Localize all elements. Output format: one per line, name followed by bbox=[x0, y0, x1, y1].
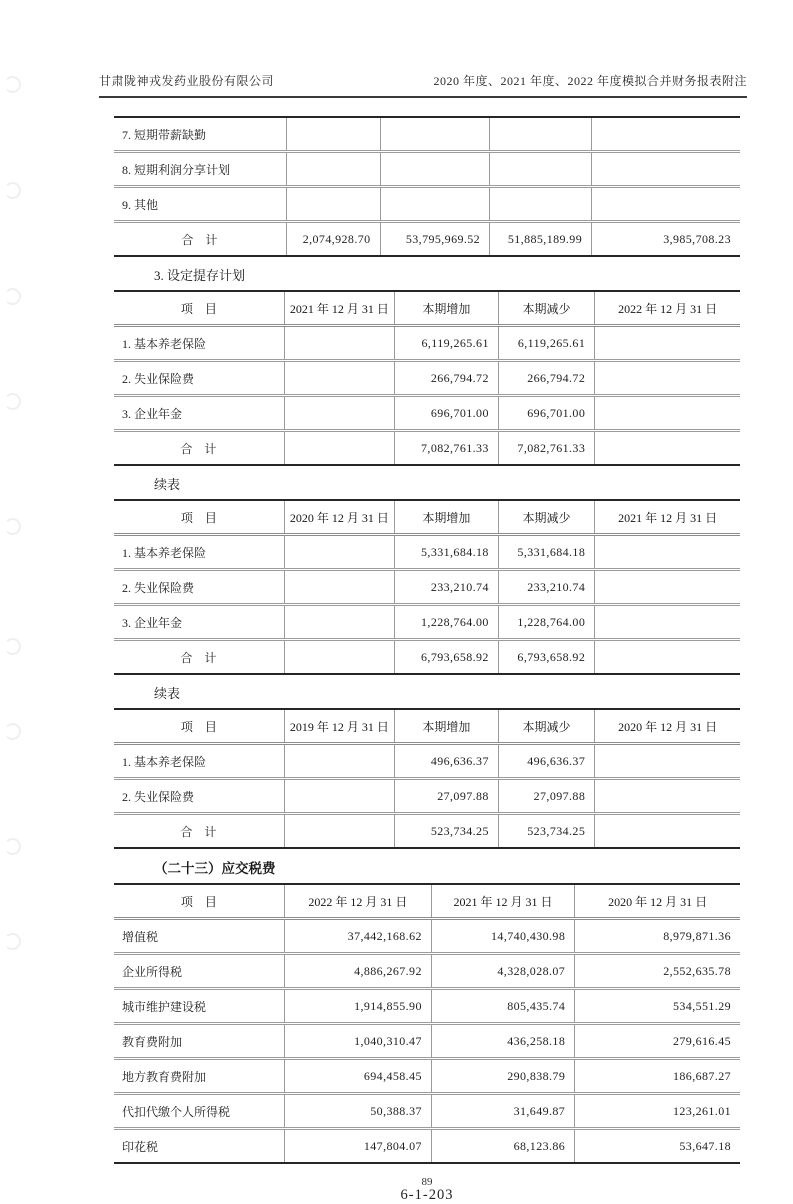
document-number: 6-1-203 bbox=[400, 1187, 454, 1204]
cell-value: 1,914,855.90 bbox=[284, 989, 431, 1024]
column-header: 项 目 bbox=[114, 291, 284, 326]
table-row bbox=[114, 117, 740, 152]
cell-value: 3,985,708.23 bbox=[592, 222, 740, 257]
cell-value: 123,261.01 bbox=[575, 1094, 740, 1129]
table-row bbox=[114, 1129, 740, 1164]
cell-value: 496,636.37 bbox=[394, 744, 498, 779]
column-header: 2021 年 12 月 31 日 bbox=[284, 291, 394, 326]
cell-value bbox=[284, 640, 394, 675]
cell-value bbox=[490, 187, 592, 222]
cell-value bbox=[286, 117, 380, 152]
table-header-row bbox=[114, 709, 740, 744]
cell-value: 1,228,764.00 bbox=[394, 605, 498, 640]
table-row bbox=[114, 1094, 740, 1129]
cell-value: 7,082,761.33 bbox=[394, 431, 498, 466]
cell-value bbox=[595, 814, 740, 849]
total-row bbox=[114, 640, 740, 675]
cell-value: 523,734.25 bbox=[498, 814, 594, 849]
cell-value: 7,082,761.33 bbox=[498, 431, 594, 466]
column-header: 2020 年 12 月 31 日 bbox=[595, 709, 740, 744]
cell-value bbox=[490, 152, 592, 187]
column-header: 2019 年 12 月 31 日 bbox=[284, 709, 394, 744]
column-header: 项 目 bbox=[114, 709, 284, 744]
cell-value bbox=[592, 117, 740, 152]
cell-value: 523,734.25 bbox=[394, 814, 498, 849]
cell-value: 8,979,871.36 bbox=[575, 919, 740, 954]
report-title: 2020 年度、2021 年度、2022 年度模拟合并财务报表附注 bbox=[433, 74, 747, 88]
cell-value bbox=[595, 570, 740, 605]
table-row bbox=[114, 954, 740, 989]
cell-value: 27,097.88 bbox=[498, 779, 594, 814]
cell-value bbox=[284, 814, 394, 849]
row-label: 地方教育费附加 bbox=[114, 1059, 284, 1094]
row-label: 1. 基本养老保险 bbox=[114, 744, 284, 779]
row-label: 教育费附加 bbox=[114, 1024, 284, 1059]
column-header: 2021 年 12 月 31 日 bbox=[431, 884, 574, 919]
cell-value bbox=[595, 605, 740, 640]
binding-hole-artifact bbox=[4, 76, 21, 93]
cell-value: 290,838.79 bbox=[431, 1059, 574, 1094]
table-row bbox=[114, 779, 740, 814]
column-header: 本期增加 bbox=[394, 291, 498, 326]
table-row bbox=[114, 744, 740, 779]
cell-value: 233,210.74 bbox=[498, 570, 594, 605]
table-header-row bbox=[114, 884, 740, 919]
cell-value bbox=[284, 431, 394, 466]
cell-value: 436,258.18 bbox=[431, 1024, 574, 1059]
cell-value: 496,636.37 bbox=[498, 744, 594, 779]
table-row bbox=[114, 570, 740, 605]
binding-hole-artifact bbox=[4, 518, 21, 535]
employee-benefits-continuation-table bbox=[114, 116, 740, 257]
table-header-row bbox=[114, 291, 740, 326]
column-header: 本期减少 bbox=[498, 291, 594, 326]
cell-value bbox=[490, 117, 592, 152]
cell-value: 1,228,764.00 bbox=[498, 605, 594, 640]
cell-value: 53,795,969.52 bbox=[380, 222, 490, 257]
cell-value bbox=[595, 744, 740, 779]
page-header bbox=[99, 72, 747, 98]
cell-value: 534,551.29 bbox=[575, 989, 740, 1024]
column-header: 本期增加 bbox=[394, 709, 498, 744]
cell-value bbox=[595, 779, 740, 814]
row-label: 3. 企业年金 bbox=[114, 396, 284, 431]
cell-value bbox=[595, 361, 740, 396]
row-label: 1. 基本养老保险 bbox=[114, 535, 284, 570]
row-label: 城市维护建设税 bbox=[114, 989, 284, 1024]
cell-value: 186,687.27 bbox=[575, 1059, 740, 1094]
continued-table-label: 续表 bbox=[154, 477, 181, 492]
cell-value: 2,552,635.78 bbox=[575, 954, 740, 989]
cell-value bbox=[595, 640, 740, 675]
column-header: 项 目 bbox=[114, 500, 284, 535]
binding-hole-artifact bbox=[4, 638, 21, 655]
cell-value: 27,097.88 bbox=[394, 779, 498, 814]
table-row bbox=[114, 989, 740, 1024]
cell-value: 5,331,684.18 bbox=[394, 535, 498, 570]
total-row bbox=[114, 222, 740, 257]
cell-value bbox=[284, 605, 394, 640]
cell-value: 4,328,028.07 bbox=[431, 954, 574, 989]
row-label: 企业所得税 bbox=[114, 954, 284, 989]
company-name: 甘肃陇神戎发药业股份有限公司 bbox=[99, 74, 275, 88]
total-row bbox=[114, 431, 740, 466]
defined-contribution-2020-table bbox=[114, 708, 740, 849]
table-row bbox=[114, 535, 740, 570]
cell-value: 1,040,310.47 bbox=[284, 1024, 431, 1059]
row-label: 8. 短期利润分享计划 bbox=[114, 152, 286, 187]
table-row bbox=[114, 605, 740, 640]
row-label: 2. 失业保险费 bbox=[114, 779, 284, 814]
cell-value: 5,331,684.18 bbox=[498, 535, 594, 570]
cell-value bbox=[284, 744, 394, 779]
column-header: 本期减少 bbox=[498, 709, 594, 744]
table-row bbox=[114, 361, 740, 396]
cell-value: 31,649.87 bbox=[431, 1094, 574, 1129]
row-label: 增值税 bbox=[114, 919, 284, 954]
cell-value bbox=[595, 535, 740, 570]
binding-hole-artifact bbox=[4, 838, 21, 855]
cell-value: 696,701.00 bbox=[394, 396, 498, 431]
cell-value bbox=[286, 187, 380, 222]
cell-value bbox=[284, 535, 394, 570]
section-heading-taxes-payable: （二十三）应交税费 bbox=[154, 861, 276, 876]
cell-value: 696,701.00 bbox=[498, 396, 594, 431]
page-content bbox=[114, 116, 740, 1204]
column-header: 本期减少 bbox=[498, 500, 594, 535]
cell-value bbox=[284, 570, 394, 605]
binding-hole-artifact bbox=[4, 182, 21, 199]
column-header: 本期增加 bbox=[394, 500, 498, 535]
column-header: 2020 年 12 月 31 日 bbox=[284, 500, 394, 535]
cell-value: 2,074,928.70 bbox=[286, 222, 380, 257]
cell-value: 805,435.74 bbox=[431, 989, 574, 1024]
cell-value: 4,886,267.92 bbox=[284, 954, 431, 989]
cell-value bbox=[380, 117, 490, 152]
table-row bbox=[114, 187, 740, 222]
cell-value bbox=[595, 431, 740, 466]
cell-value bbox=[284, 361, 394, 396]
defined-contribution-2022-table bbox=[114, 290, 740, 466]
cell-value: 37,442,168.62 bbox=[284, 919, 431, 954]
cell-value: 6,119,265.61 bbox=[498, 326, 594, 361]
cell-value: 6,793,658.92 bbox=[394, 640, 498, 675]
cell-value: 51,885,189.99 bbox=[490, 222, 592, 257]
defined-contribution-2021-table bbox=[114, 499, 740, 675]
cell-value: 694,458.45 bbox=[284, 1059, 431, 1094]
row-label: 3. 企业年金 bbox=[114, 605, 284, 640]
binding-hole-artifact bbox=[4, 933, 21, 950]
table-header-row bbox=[114, 500, 740, 535]
cell-value: 266,794.72 bbox=[394, 361, 498, 396]
row-label: 1. 基本养老保险 bbox=[114, 326, 284, 361]
row-label: 代扣代缴个人所得税 bbox=[114, 1094, 284, 1129]
table-row bbox=[114, 919, 740, 954]
page-number: 89 bbox=[421, 1176, 433, 1188]
row-label: 2. 失业保险费 bbox=[114, 570, 284, 605]
cell-value bbox=[380, 152, 490, 187]
row-label: 7. 短期带薪缺勤 bbox=[114, 117, 286, 152]
page-footer bbox=[114, 1176, 740, 1204]
row-label: 合 计 bbox=[181, 232, 218, 247]
continued-table-label: 续表 bbox=[154, 686, 181, 701]
cell-value: 279,616.45 bbox=[575, 1024, 740, 1059]
cell-value bbox=[284, 396, 394, 431]
binding-hole-artifact bbox=[4, 288, 21, 305]
row-label: 合 计 bbox=[180, 650, 217, 665]
cell-value: 266,794.72 bbox=[498, 361, 594, 396]
binding-hole-artifact bbox=[4, 723, 21, 740]
table-row bbox=[114, 1024, 740, 1059]
row-label: 2. 失业保险费 bbox=[114, 361, 284, 396]
cell-value: 6,119,265.61 bbox=[394, 326, 498, 361]
section-heading-defined-contribution: 3. 设定提存计划 bbox=[154, 268, 246, 283]
cell-value: 6,793,658.92 bbox=[498, 640, 594, 675]
column-header: 2021 年 12 月 31 日 bbox=[595, 500, 740, 535]
column-header: 2020 年 12 月 31 日 bbox=[575, 884, 740, 919]
column-header: 2022 年 12 月 31 日 bbox=[595, 291, 740, 326]
total-row bbox=[114, 814, 740, 849]
table-row bbox=[114, 1059, 740, 1094]
cell-value bbox=[286, 152, 380, 187]
row-label: 印花税 bbox=[122, 1139, 159, 1154]
cell-value: 50,388.37 bbox=[284, 1094, 431, 1129]
table-row bbox=[114, 326, 740, 361]
cell-value: 68,123.86 bbox=[431, 1129, 574, 1164]
row-label: 合 计 bbox=[180, 441, 217, 456]
cell-value: 14,740,430.98 bbox=[431, 919, 574, 954]
cell-value bbox=[284, 326, 394, 361]
cell-value: 147,804.07 bbox=[284, 1129, 431, 1164]
row-label: 合 计 bbox=[180, 824, 217, 839]
cell-value bbox=[380, 187, 490, 222]
row-label: 9. 其他 bbox=[114, 187, 286, 222]
table-row bbox=[114, 396, 740, 431]
binding-hole-artifact bbox=[4, 393, 21, 410]
cell-value: 53,647.18 bbox=[575, 1129, 740, 1164]
column-header: 项 目 bbox=[114, 884, 284, 919]
cell-value: 233,210.74 bbox=[394, 570, 498, 605]
cell-value bbox=[595, 396, 740, 431]
cell-value bbox=[592, 152, 740, 187]
cell-value bbox=[595, 326, 740, 361]
table-row bbox=[114, 152, 740, 187]
column-header: 2022 年 12 月 31 日 bbox=[284, 884, 431, 919]
cell-value bbox=[592, 187, 740, 222]
cell-value bbox=[284, 779, 394, 814]
